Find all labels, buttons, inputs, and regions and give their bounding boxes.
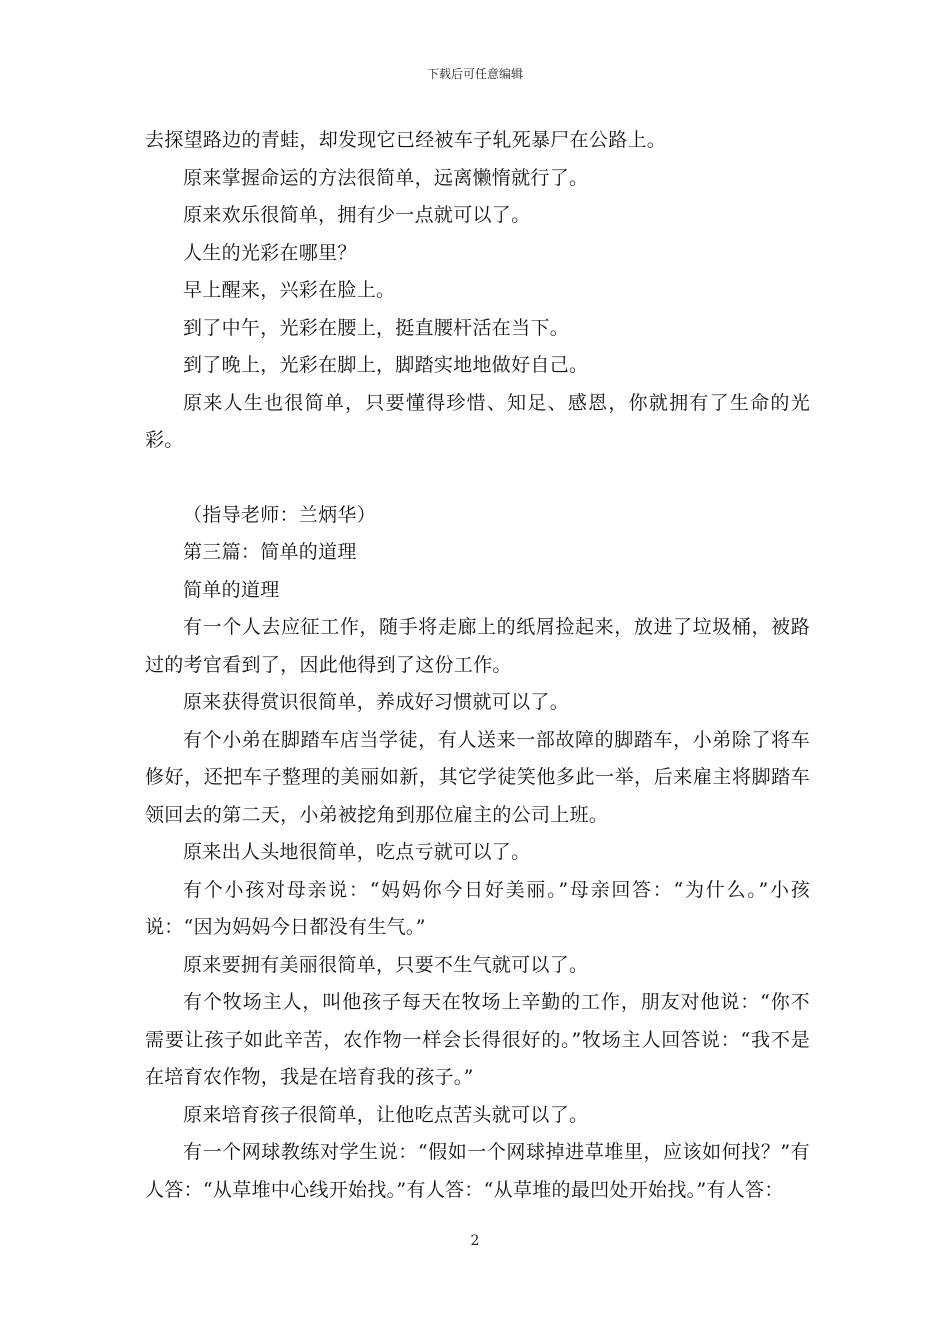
paragraph: 有个小孩对母亲说：“妈妈你今日好美丽。”母亲回答：“为什么。”小孩说：“因为妈妈今日都没有生气。” <box>145 878 810 938</box>
paragraph: 有一个人去应征工作，随手将走廊上的纸屑捡起来，放进了垃圾桶，被路过的考官看到了，因此他得到了这份工作。 <box>145 616 810 676</box>
paragraph: 有个小弟在脚踏车店当学徒，有人送来一部故障的脚踏车，小弟除了将车修好，还把车子整理的美丽如新，其它学徒笑他多此一举，后来雇主将脚踏车领回去的第二天，小弟被挖角到那位雇主的公司上班。 <box>145 728 810 826</box>
paragraph: 有一个网球教练对学生说：“假如一个网球掉进草堆里，应该如何找？”有人答：“从草堆中心线开始找。”有人答：“从草堆的最凹处开始找。”有人答： <box>145 1141 810 1201</box>
paragraph: 原来人生也很简单，只要懂得珍惜、知足、感恩，你就拥有了生命的光彩。 <box>145 391 810 451</box>
paragraph: 原来欢乐很简单，拥有少一点就可以了。 <box>183 204 531 226</box>
paragraph: 原来要拥有美丽很简单，只要不生气就可以了。 <box>183 953 589 976</box>
article-title: 简单的道理 <box>183 578 280 601</box>
paragraph: 原来出人头地很简单，吃点亏就可以了。 <box>183 841 531 863</box>
paragraph: 到了中午，光彩在腰上，挺直腰杆活在当下。 <box>183 316 570 339</box>
page-number: 2 <box>470 1233 480 1249</box>
paragraph: 到了晚上，光彩在脚上，脚踏实地地做好自己。 <box>183 354 589 376</box>
blank-line <box>145 460 810 497</box>
page-header: 下载后可任意编辑 <box>426 67 523 81</box>
paragraph: 早上醒来，兴彩在脸上。 <box>183 279 396 301</box>
paragraph: 原来获得赏识很简单，养成好习惯就可以了。 <box>183 691 570 713</box>
advisor-note: （指导老师：兰炳华） <box>183 503 377 526</box>
paragraph: 原来培育孩子很简单，让他吃点苦头就可以了。 <box>183 1103 589 1126</box>
paragraph: 原来掌握命运的方法很简单，远离懒惰就行了。 <box>183 166 589 189</box>
paragraph: 人生的光彩在哪里？ <box>183 241 357 264</box>
section-heading: 第三篇：简单的道理 <box>183 541 357 563</box>
paragraph: 去探望路边的青蛙，却发现它已经被车子轧死暴尸在公路上。 <box>145 129 667 151</box>
paragraph: 有个牧场主人，叫他孩子每天在牧场上辛勤的工作，朋友对他说：“你不需要让孩子如此辛苦，农作物一样会长得很好的。”牧场主人回答说：“我不是在培育农作物，我是在培育我的孩子。” <box>145 991 810 1088</box>
document-body <box>145 122 810 1209</box>
